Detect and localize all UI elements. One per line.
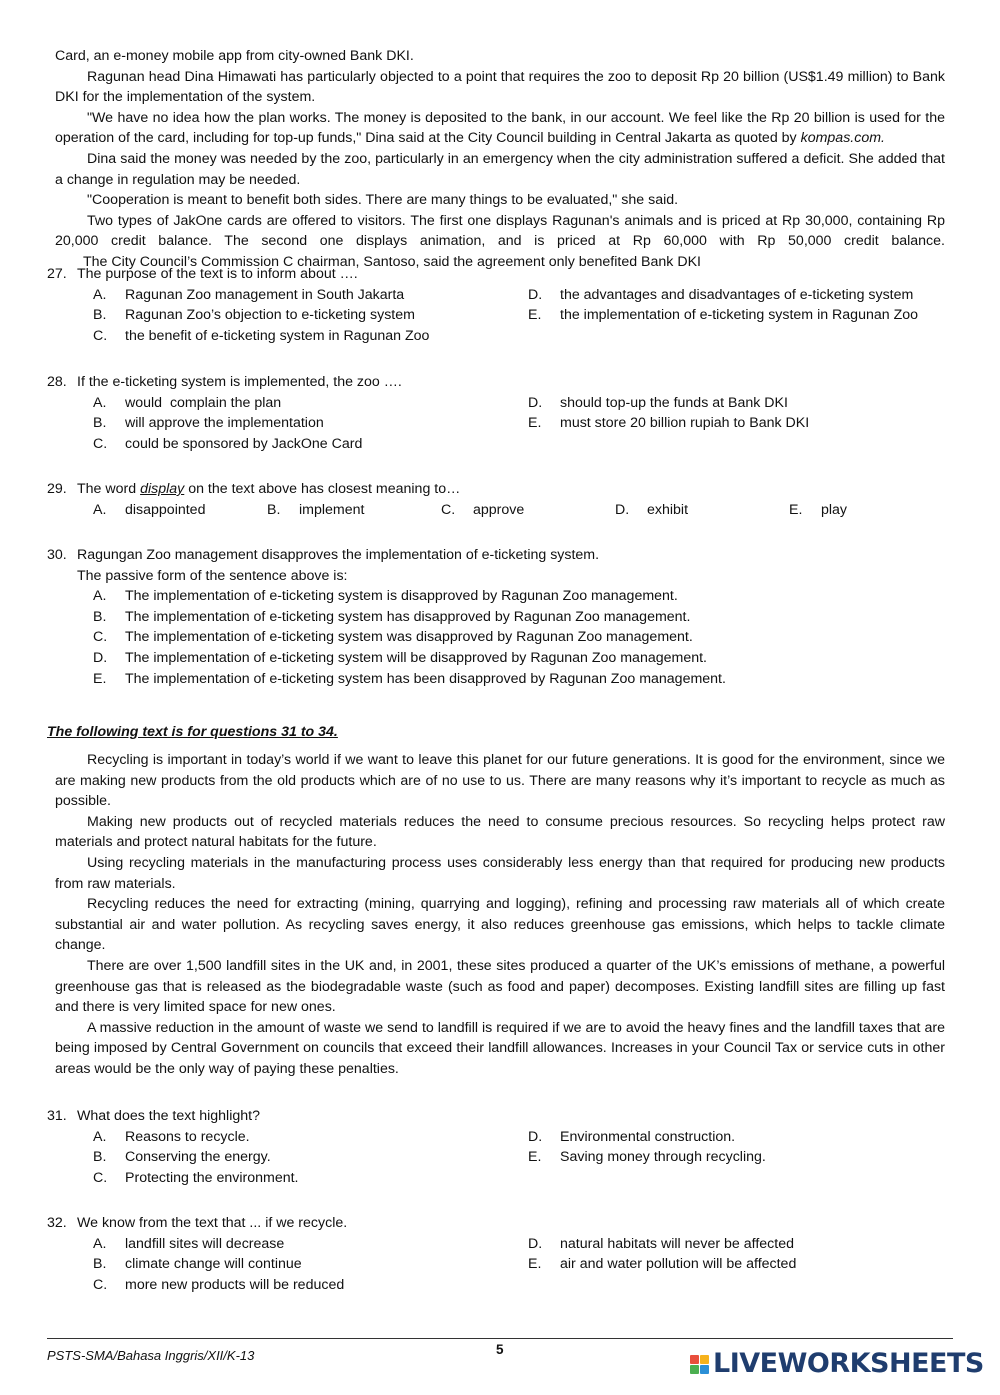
question-stem: We know from the text that ... if we recycle. [77, 1215, 348, 1231]
reading-passage-1 [55, 46, 945, 273]
option-a[interactable]: A. Ragunan Zoo management in South Jakarta [93, 286, 405, 303]
source-citation: kompas.com. [800, 130, 885, 147]
passage-paragraph: The City Council’s Commission C chairman, Santoso, said the agreement only benefited Bank DKI [83, 253, 701, 270]
question-stem: The purpose of the text is to inform about …. [77, 266, 358, 282]
option-a[interactable]: A. Reasons to recycle. [93, 1128, 250, 1145]
reading-passage-2 [55, 750, 945, 1080]
question-number: 29. [47, 481, 67, 497]
option-a[interactable]: A. landfill sites will decrease [93, 1235, 285, 1252]
option-c[interactable]: C. The implementation of e-ticketing system was disapproved by Ragunan Zoo management. [93, 629, 693, 646]
question-27 [47, 264, 967, 346]
option-b[interactable]: B. Ragunan Zoo’s objection to e-ticketing system [93, 307, 415, 324]
highlighted-word: display [140, 481, 185, 497]
passage-text: "We have no idea how the plan works. The money is deposited to the bank, in our account. We feel like the Rp 20 billion is used for the operation of the card, including for top-up funds," Dina said at the City Council building in Central Jakarta as quoted by [55, 109, 945, 147]
option-c[interactable]: C. more new products will be reduced [93, 1276, 345, 1293]
question-28 [47, 372, 967, 454]
passage-line: Card, an e-money mobile app from city-owned Bank DKI. [55, 48, 414, 64]
question-32 [47, 1213, 967, 1295]
option-e[interactable]: E. play [789, 501, 848, 518]
passage-paragraph: Recycling reduces the need for extracting (mining, quarrying and logging), refining and processing raw materials all of which create substantial air and water pollution. As recycling saves energy, it also reduces greenhouse gas emissions, which helps to tackle climate change. [55, 896, 945, 954]
passage-paragraph: Dina said the money was needed by the zoo, particularly in an emergency when the city administration suffered a deficit. She added that a change in regulation may be needed. [55, 150, 945, 188]
passage-paragraph: A massive reduction in the amount of waste we send to landfill is required if we are to avoid the heavy fines and the landfill taxes that are being imposed by Central Government on councils that exceed their landfill allowances. Increases in your Council Tax or service cuts in other areas would be the only way of paying these penalties. [55, 1019, 945, 1077]
footer-course-code: PSTS-SMA/Bahasa Inggris/XII/K-13 [47, 1348, 255, 1363]
question-stem: What does the text highlight? [77, 1108, 260, 1124]
passage-paragraph: "Cooperation is meant to benefit both sides. There are many things to be evaluated," she said. [87, 192, 679, 209]
question-number: 30. [47, 547, 67, 563]
option-c[interactable]: C. Protecting the environment. [93, 1169, 299, 1186]
passage-paragraph: Recycling is important in today’s world if we want to leave this planet for our future generations. It is good for the environment, since we are making new products from the old products which are of no use to us. There are many reasons why it’s important to recycle as much as possible. [55, 752, 945, 810]
option-d[interactable]: D. exhibit [615, 501, 689, 518]
option-b[interactable]: B. climate change will continue [93, 1256, 302, 1273]
option-c[interactable]: C. could be sponsored by JackOne Card [93, 435, 363, 452]
question-number: 27. [47, 266, 67, 282]
option-d[interactable]: D. The implementation of e-ticketing system will be disapproved by Ragunan Zoo management. [93, 649, 707, 666]
question-30 [47, 545, 967, 689]
question-stem: Ragungan Zoo management disapproves the implementation of e-ticketing system. [77, 547, 600, 563]
option-d[interactable]: D. Environmental construction. [528, 1128, 736, 1145]
option-d[interactable]: D. natural habitats will never be affected [528, 1235, 794, 1252]
passage-paragraph: There are over 1,500 landfill sites in the UK and, in 2001, these sites produced a quarter of the UK’s emissions of methane, a powerful greenhouse gas that is released as the biodegradable waste (such as food and paper) decomposes. Existing landfill sites are filling up fast and there is very limited space for new ones. [55, 957, 945, 1016]
footer-divider [47, 1338, 953, 1339]
liveworksheets-logo[interactable] [690, 1348, 984, 1379]
question-stem: If the e-ticketing system is implemented, the zoo …. [77, 374, 402, 390]
option-b[interactable]: B. implement [267, 501, 365, 518]
question-stem: The word display on the text above has closest meaning to… [77, 481, 461, 497]
question-number: 31. [47, 1108, 67, 1124]
logo-icon [690, 1355, 709, 1374]
section-heading: The following text is for questions 31 to 34. [47, 724, 338, 740]
option-a[interactable]: A. disappointed [93, 501, 206, 518]
option-b[interactable]: B. The implementation of e-ticketing system has disapproved by Ragunan Zoo management. [93, 608, 691, 625]
logo-text: LIVEWORKSHEETS [713, 1348, 984, 1379]
option-b[interactable]: B. will approve the implementation [93, 415, 324, 432]
question-29 [47, 479, 967, 520]
passage-paragraph: Using recycling materials in the manufacturing process uses considerably less energy than that required for producing new products from raw materials. [55, 854, 945, 892]
question-31 [47, 1106, 967, 1188]
question-number: 28. [47, 374, 67, 390]
option-e[interactable]: E. Saving money through recycling. [528, 1149, 766, 1166]
option-e[interactable]: E. must store 20 billion rupiah to Bank DKI [528, 415, 810, 432]
option-d[interactable]: D. the advantages and disadvantages of e-ticketing system [528, 286, 914, 303]
option-c[interactable]: C. the benefit of e-ticketing system in Ragunan Zoo [93, 327, 430, 344]
option-c[interactable]: C. approve [441, 501, 525, 518]
passage-paragraph [55, 108, 945, 149]
option-e[interactable]: E. air and water pollution will be affected [528, 1256, 797, 1273]
passage-paragraph: Making new products out of recycled materials reduces the need to consume precious resources. So recycling helps protect raw materials and protect natural habitats for the future. [55, 813, 945, 851]
option-e[interactable]: E. The implementation of e-ticketing system has been disapproved by Ragunan Zoo management. [93, 670, 726, 687]
option-d[interactable]: D. should top-up the funds at Bank DKI [528, 394, 788, 411]
option-b[interactable]: B. Conserving the energy. [93, 1149, 271, 1166]
passage-paragraph: Two types of JakOne cards are offered to visitors. The first one displays Ragunan's animals and is priced at Rp 30,000, containing Rp 20,000 credit balance. The second one displays animation, and is priced at Rp 60,000 with Rp 50,000 credit balance. [55, 212, 945, 250]
option-e[interactable]: E. the implementation of e-ticketing system in Ragunan Zoo [528, 307, 919, 324]
passage-paragraph: Ragunan head Dina Himawati has particularly objected to a point that requires the zoo to deposit Rp 20 billion (US$1.49 million) to Bank DKI for the implementation of the system. [55, 68, 945, 106]
option-a[interactable]: A. would complain the plan [93, 394, 282, 411]
question-subprompt: The passive form of the sentence above is: [77, 567, 348, 584]
option-a[interactable]: A. The implementation of e-ticketing system is disapproved by Ragunan Zoo management. [93, 588, 678, 605]
question-number: 32. [47, 1215, 67, 1231]
page-number: 5 [496, 1342, 504, 1357]
